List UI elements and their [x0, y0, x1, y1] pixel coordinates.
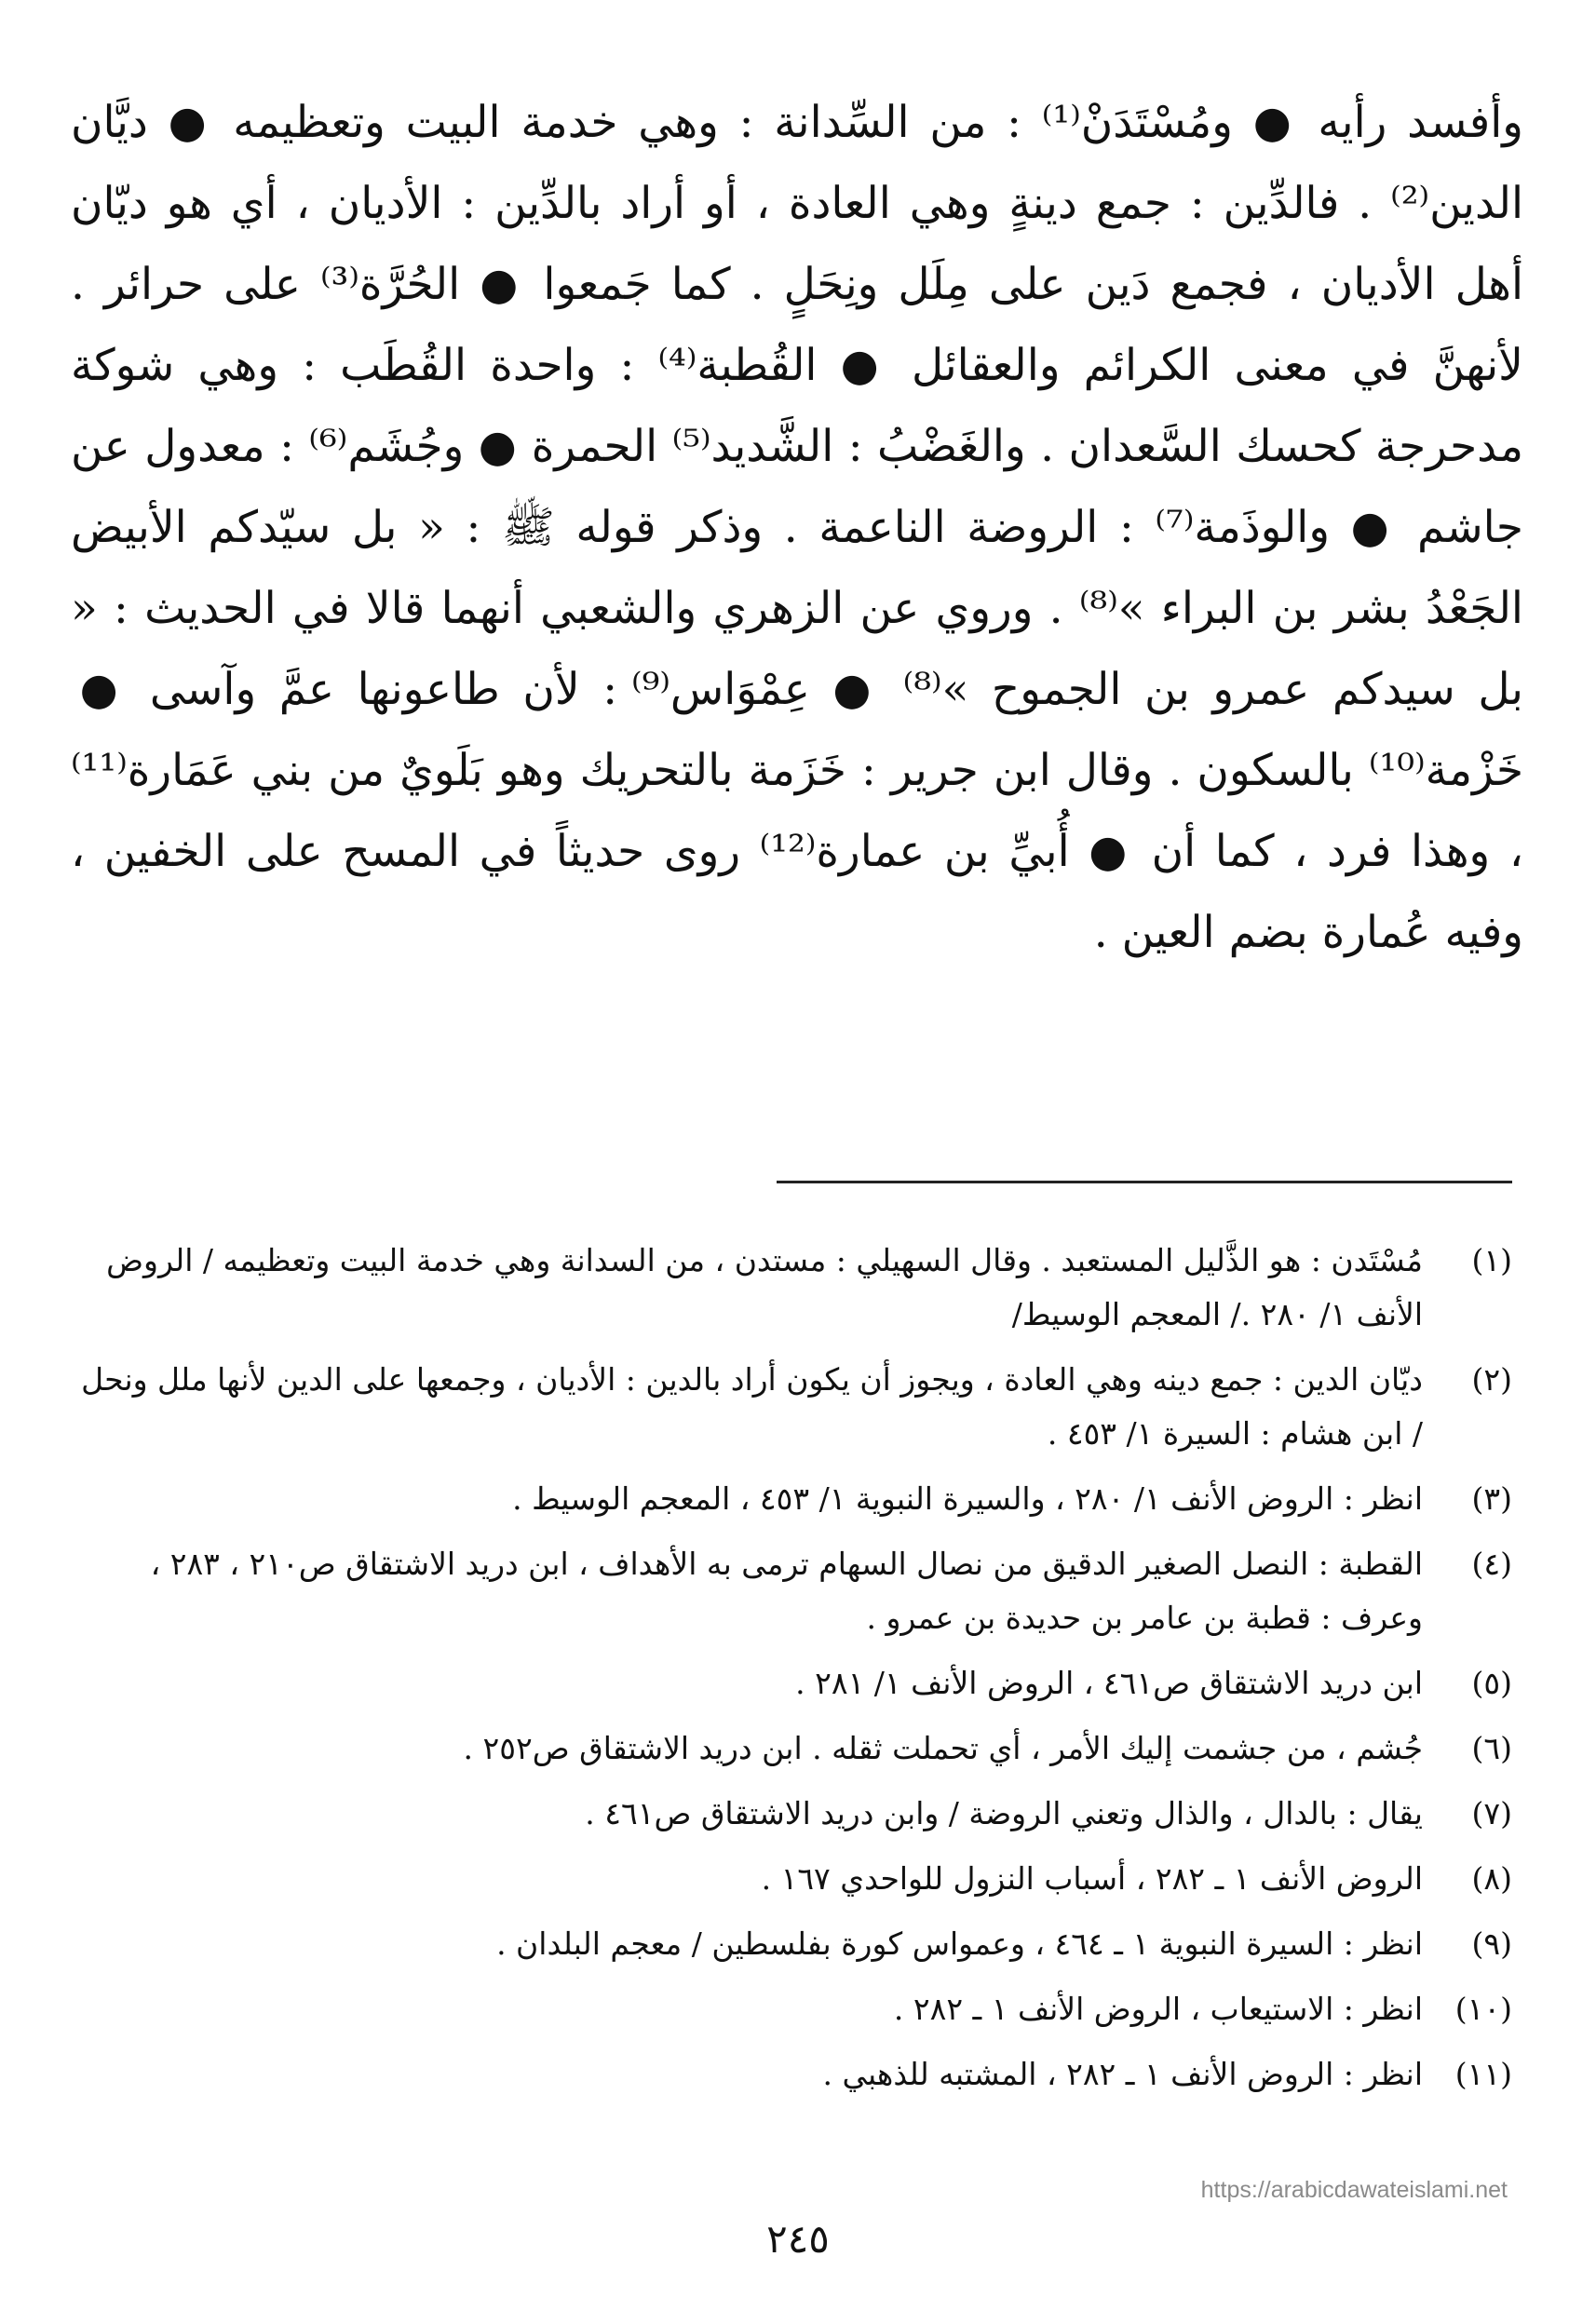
footnote-number: (٣) — [1471, 1480, 1512, 1517]
footnote-item — [78, 1852, 1512, 1906]
footnote-item — [78, 1917, 1512, 1971]
footnote-number: (٤) — [1471, 1546, 1512, 1582]
watermark-url: https://arabicdawateislami.net — [1200, 2177, 1508, 2203]
footnote-item — [78, 1537, 1512, 1645]
footnote-text: انظر : الروض الأنف ١ ـ ٢٨٢ ، المشتبه للذهبي . — [822, 2056, 1423, 2092]
footnote-text: يقال : بالدال ، والذال وتعني الروضة / وابن دريد الاشتقاق ص٤٦١ . — [585, 1795, 1423, 1831]
footnote-item — [78, 1472, 1512, 1526]
footnote-number: (٨) — [1471, 1860, 1512, 1897]
footnote-text: القطبة : النصل الصغير الدقيق من نصال السهام ترمى به الأهداف ، ابن دريد الاشتقاق ص٢١٠ ، ٢٨٣ ، وعرف : قطبة بن عامر بن حديدة بن عمرو . — [150, 1546, 1423, 1636]
footnote-item — [78, 1353, 1512, 1461]
footnote-text: جُشم ، من جشمت إليك الأمر ، أي تحملت ثقله . ابن دريد الاشتقاق ص٢٥٢ . — [463, 1730, 1423, 1766]
footnote-number: (٦) — [1471, 1730, 1512, 1766]
footnote-number: (١) — [1471, 1242, 1512, 1278]
footnote-text: ابن دريد الاشتقاق ص٤٦١ ، الروض الأنف ١/ ٢٨١ . — [795, 1665, 1423, 1701]
footnote-text: ديّان الدين : جمع دينه وهي العادة ، ويجوز أن يكون أراد بالدين : الأديان ، وجمعها على الدين لأنها ملل ونحل / ابن هشام : السيرة ١/ ٤٥٣ . — [81, 1361, 1423, 1452]
footnotes-list — [78, 1234, 1512, 2113]
footnote-number: (٩) — [1471, 1925, 1512, 1962]
page-number: ٢٤٥ — [766, 2216, 830, 2262]
footnote-item — [78, 2047, 1512, 2101]
footnote-text: انظر : الاستيعاب ، الروض الأنف ١ ـ ٢٨٢ . — [893, 1991, 1423, 2027]
footnote-text: انظر : الروض الأنف ١/ ٢٨٠ ، والسيرة النبوية ١/ ٤٥٣ ، المعجم الوسيط . — [512, 1480, 1423, 1517]
footnote-number: (٢) — [1471, 1361, 1512, 1398]
footnote-item — [78, 1656, 1512, 1710]
footnote-item — [78, 1234, 1512, 1342]
footnote-number: (٧) — [1471, 1795, 1512, 1831]
footnote-item — [78, 1982, 1512, 2036]
footnote-text: الروض الأنف ١ ـ ٢٨٢ ، أسباب النزول للواحدي ١٦٧ . — [761, 1860, 1423, 1897]
footnote-item — [78, 1787, 1512, 1841]
main-body-text: وأفسد رأيه ● ومُسْتَدَنْ⁽¹⁾ : من السِّدانة : وهي خدمة البيت وتعظيمه ● ديَّان الدين⁽²⁾ . فالدِّين : جمع دينةٍ وهي العادة ، أو أراد بالدِّين : الأديان ، أي هو ديّان أهل الأديان ، فجمع دَين على مِلَل ونِحَلٍ . كما جَمعوا ● الحُرَّة⁽³⁾ على حرائر . لأنهنَّ في معنى الكرائم والعقائل ● القُطبة⁽⁴⁾ : واحدة القُطَب : وهي شوكة مدحرجة كحسك السَّعدان . والغَضْبُ : الشَّديد⁽⁵⁾ الحمرة ● وجُشَم⁽⁶⁾ : معدول عن جاشم ● والوذَمة⁽⁷⁾ : الروضة الناعمة . وذكر قوله ﷺ : « بل سيّدكم الأبيض الجَعْدُ بشر بن البراء »⁽⁸⁾ . وروي عن الزهري والشعبي أنهما قالا في الحديث : « بل سيدكم عمرو بن الجموح »⁽⁸⁾ ● عِمْوَاس⁽⁹⁾ : لأن طاعونها عمَّ وآسى ● خَزْمة⁽¹⁰⁾ بالسكون . وقال ابن جرير : خَزَمة بالتحريك وهو بَلَويٌ من بني عَمَارة⁽¹¹⁾ ، وهذا فرد ، كما أن ● أُبيِّ بن عمارة⁽¹²⁾ روى حديثاً في المسح على الخفين ، وفيه عُمارة بضم العين . — [71, 97, 1524, 958]
footnote-text: انظر : السيرة النبوية ١ ـ ٤٦٤ ، وعمواس كورة بفلسطين / معجم البلدان . — [496, 1925, 1423, 1962]
footnote-text: مُسْتَدن : هو الذَّليل المستعبد . وقال السهيلي : مستدن ، من السدانة وهي خدمة البيت وتعظيمه / الروض الأنف ١/ ٢٨٠ ./ المعجم الوسيط/ — [106, 1242, 1423, 1332]
footnote-item — [78, 1722, 1512, 1776]
footnote-number: (٥) — [1471, 1665, 1512, 1701]
footnote-number: (١٠) — [1454, 1991, 1512, 2027]
footnote-number: (١١) — [1454, 2056, 1512, 2092]
footnote-divider — [777, 1181, 1512, 1183]
